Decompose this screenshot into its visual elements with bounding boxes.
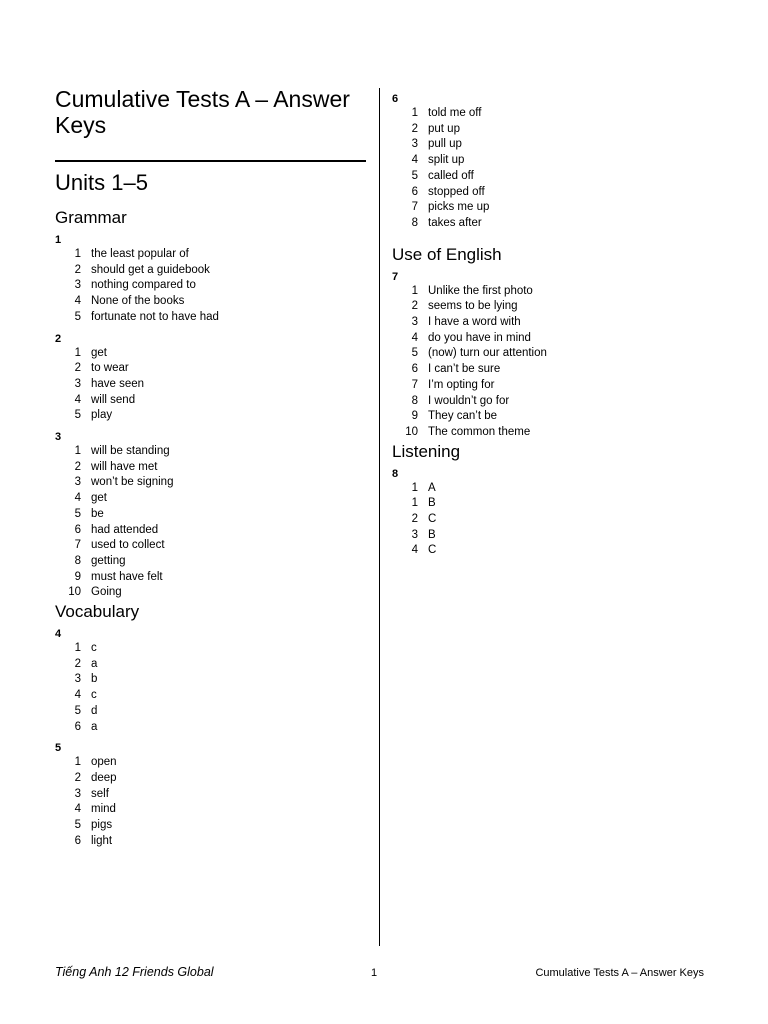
answer-text: deep — [91, 771, 117, 784]
answer-item — [55, 310, 367, 326]
answer-number: 4 — [411, 544, 418, 557]
answer-number: 9 — [74, 570, 81, 583]
exercise-number: 8 — [392, 467, 399, 480]
exercise-number: 7 — [392, 270, 399, 283]
answer-text: Unlike the first photo — [428, 284, 533, 297]
answer-item — [55, 787, 367, 803]
answer-item — [392, 543, 722, 559]
answer-item — [55, 818, 367, 834]
answer-item — [392, 299, 722, 315]
answer-text: a — [91, 720, 98, 733]
answer-number: 1 — [74, 642, 81, 655]
answer-text: do you have in mind — [428, 331, 531, 344]
answer-number: 3 — [74, 673, 81, 686]
answer-list — [55, 247, 367, 326]
exercise-number: 1 — [55, 234, 62, 246]
answer-number: 3 — [74, 476, 81, 489]
answer-text: I have a word with — [428, 316, 521, 329]
footer-book-title: Tiếng Anh 12 Friends Global — [55, 965, 214, 979]
answer-number: 2 — [74, 362, 81, 375]
answer-text: should get a guidebook — [91, 263, 210, 276]
answer-item — [55, 247, 367, 263]
answer-text: A — [428, 481, 436, 494]
answer-number: 6 — [74, 523, 81, 536]
exercise-number: 2 — [55, 332, 62, 345]
answer-text: d — [91, 704, 98, 717]
exercise-number: 6 — [392, 93, 399, 105]
answer-text: will be standing — [91, 445, 170, 458]
unit-title: Units 1–5 — [55, 170, 148, 195]
answer-text: I’m opting for — [428, 378, 495, 391]
answer-text: a — [91, 657, 98, 670]
answer-item — [55, 491, 367, 507]
answer-text: mind — [91, 803, 116, 816]
answer-item — [55, 657, 367, 673]
answer-text: pigs — [91, 819, 113, 832]
answer-number: 1 — [411, 481, 418, 494]
answer-list — [55, 641, 367, 735]
answer-text: b — [91, 673, 98, 686]
answer-text: I wouldn’t go for — [428, 394, 510, 407]
answer-number: 1 — [411, 107, 418, 119]
answer-number: 5 — [411, 169, 418, 182]
answer-text: won’t be signing — [91, 476, 174, 489]
answer-number: 1 — [411, 284, 418, 297]
answer-text: self — [91, 787, 109, 800]
answer-item — [392, 512, 722, 528]
answer-number: 5 — [74, 409, 81, 422]
answer-text: seems to be lying — [428, 300, 518, 313]
answer-number: 8 — [411, 216, 418, 229]
answer-number: 2 — [411, 513, 418, 526]
answer-list — [392, 284, 722, 441]
answer-item — [392, 528, 722, 544]
answer-number: 4 — [74, 492, 81, 505]
left-column — [55, 86, 367, 850]
answer-text: be — [91, 507, 104, 520]
answer-item — [55, 475, 367, 491]
answer-text: told me off — [428, 107, 482, 119]
answer-number: 4 — [74, 689, 81, 702]
answer-item — [392, 378, 722, 394]
answer-number: 2 — [411, 122, 418, 135]
answer-text: have seen — [91, 377, 145, 390]
answer-text: split up — [428, 154, 465, 167]
answer-item — [392, 346, 722, 362]
answer-item — [392, 331, 722, 347]
answer-number: 3 — [411, 316, 418, 329]
right-column — [392, 92, 722, 559]
footer-doc-title: Cumulative Tests A – Answer Keys — [535, 967, 704, 979]
answer-item — [55, 377, 367, 393]
title-rule — [55, 160, 366, 162]
answer-text: get — [91, 346, 107, 359]
answer-text: B — [428, 528, 436, 541]
answer-text: c — [91, 642, 97, 655]
answer-text: takes after — [428, 216, 482, 229]
answer-number: 1 — [74, 756, 81, 769]
answer-item — [392, 137, 722, 153]
answer-item — [392, 481, 722, 497]
answer-number: 6 — [74, 834, 81, 847]
answer-item — [55, 641, 367, 657]
answer-text: c — [91, 689, 97, 702]
answer-item — [55, 771, 367, 787]
answer-item — [55, 554, 367, 570]
answer-item — [55, 408, 367, 424]
answer-item — [55, 688, 367, 704]
answer-item — [392, 315, 722, 331]
answer-number: 1 — [74, 445, 81, 458]
footer-page-number: 1 — [371, 967, 378, 979]
answer-text: light — [91, 834, 113, 847]
answer-list — [392, 481, 722, 560]
exercise-number: 5 — [55, 742, 62, 755]
answer-number: 6 — [411, 363, 418, 376]
answer-number: 1 — [74, 248, 81, 260]
answer-list — [392, 106, 722, 232]
answer-text: Going — [91, 586, 122, 599]
answer-number: 3 — [411, 528, 418, 541]
answer-number: 3 — [74, 787, 81, 800]
answer-item — [55, 393, 367, 409]
answer-number: 2 — [74, 263, 81, 276]
answer-item — [392, 185, 722, 201]
answer-item — [55, 460, 367, 476]
answer-item — [392, 122, 722, 138]
answer-number: 10 — [68, 586, 81, 599]
answer-number: 4 — [74, 393, 81, 406]
answer-item — [392, 409, 722, 425]
answer-list — [55, 346, 367, 425]
answer-number: 5 — [74, 819, 81, 832]
answer-item — [55, 704, 367, 720]
answer-item — [392, 394, 722, 410]
answer-number: 3 — [74, 377, 81, 390]
answer-number: 4 — [74, 803, 81, 816]
answer-number: 6 — [74, 720, 81, 733]
answer-text: get — [91, 492, 107, 505]
answer-item — [55, 507, 367, 523]
answer-item — [55, 585, 367, 601]
answer-number: 3 — [74, 279, 81, 292]
answer-list — [55, 444, 367, 601]
answer-item — [55, 278, 367, 294]
answer-text: will have met — [91, 460, 158, 473]
answer-item — [392, 216, 722, 232]
answer-text: put up — [428, 122, 460, 135]
answer-text: had attended — [91, 523, 159, 536]
answer-number: 7 — [411, 201, 418, 214]
section-listening: Listening — [392, 441, 461, 461]
answer-text: must have felt — [91, 570, 163, 583]
answer-item — [55, 346, 367, 362]
answer-item — [392, 496, 722, 512]
answer-text: play — [91, 409, 113, 422]
answer-text: nothing compared to — [91, 279, 196, 292]
section-use-of-english: Use of English — [392, 244, 502, 264]
answer-item — [55, 834, 367, 850]
answer-item — [55, 538, 367, 554]
answer-number: 9 — [411, 410, 418, 423]
answer-number: 4 — [411, 154, 418, 167]
answer-item — [55, 294, 367, 310]
answer-number: 7 — [74, 539, 81, 552]
answer-number: 2 — [74, 460, 81, 473]
answer-item — [55, 263, 367, 279]
answer-number: 2 — [74, 771, 81, 784]
answer-number: 6 — [411, 185, 418, 198]
answer-number: 2 — [74, 657, 81, 670]
answer-item — [392, 362, 722, 378]
answer-item — [55, 361, 367, 377]
answer-item — [392, 200, 722, 216]
answer-number: 5 — [74, 310, 81, 323]
answer-list — [55, 755, 367, 849]
answer-text: B — [428, 497, 436, 510]
answer-text: The common theme — [428, 425, 531, 438]
answer-text: stopped off — [428, 185, 485, 198]
answer-item — [55, 755, 367, 771]
answer-item — [55, 523, 367, 539]
answer-item — [55, 720, 367, 736]
answer-number: 3 — [411, 138, 418, 151]
answer-number: 5 — [74, 704, 81, 717]
answer-text: C — [428, 513, 437, 526]
document-title: Cumulative Tests A – Answer Keys — [55, 86, 350, 138]
answer-text: the least popular of — [91, 248, 189, 260]
answer-text: picks me up — [428, 201, 490, 214]
answer-number: 2 — [411, 300, 418, 313]
answer-text: (now) turn our attention — [428, 347, 547, 360]
answer-number: 10 — [405, 425, 418, 438]
answer-text: C — [428, 544, 437, 557]
answer-number: 5 — [74, 507, 81, 520]
answer-number: 1 — [411, 497, 418, 510]
answer-item — [55, 672, 367, 688]
answer-text: open — [91, 756, 117, 769]
answer-item — [392, 169, 722, 185]
answer-number: 8 — [411, 394, 418, 407]
answer-number: 7 — [411, 378, 418, 391]
answer-text: used to collect — [91, 539, 165, 552]
answer-text: will send — [91, 393, 136, 406]
answer-number: 4 — [74, 295, 81, 308]
column-divider — [379, 88, 380, 946]
answer-text: pull up — [428, 138, 462, 151]
answer-number: 4 — [411, 331, 418, 344]
answer-item — [392, 106, 722, 122]
answer-number: 8 — [74, 554, 81, 567]
answer-number: 5 — [411, 347, 418, 360]
section-grammar: Grammar — [55, 208, 127, 227]
answer-item — [392, 284, 722, 300]
exercise-number: 3 — [55, 431, 62, 444]
answer-item — [55, 802, 367, 818]
answer-text: fortunate not to have had — [91, 310, 219, 323]
answer-item — [392, 425, 722, 441]
answer-item — [55, 570, 367, 586]
answer-text: to wear — [91, 362, 129, 375]
answer-number: 1 — [74, 346, 81, 359]
answer-item — [392, 153, 722, 169]
answer-text: None of the books — [91, 295, 185, 308]
answer-text: They can’t be — [428, 410, 498, 423]
answer-item — [55, 444, 367, 460]
section-vocabulary: Vocabulary — [55, 602, 140, 622]
answer-text: called off — [428, 169, 474, 182]
exercise-number: 4 — [55, 628, 62, 641]
answer-text: getting — [91, 554, 126, 567]
answer-text: I can’t be sure — [428, 363, 501, 376]
